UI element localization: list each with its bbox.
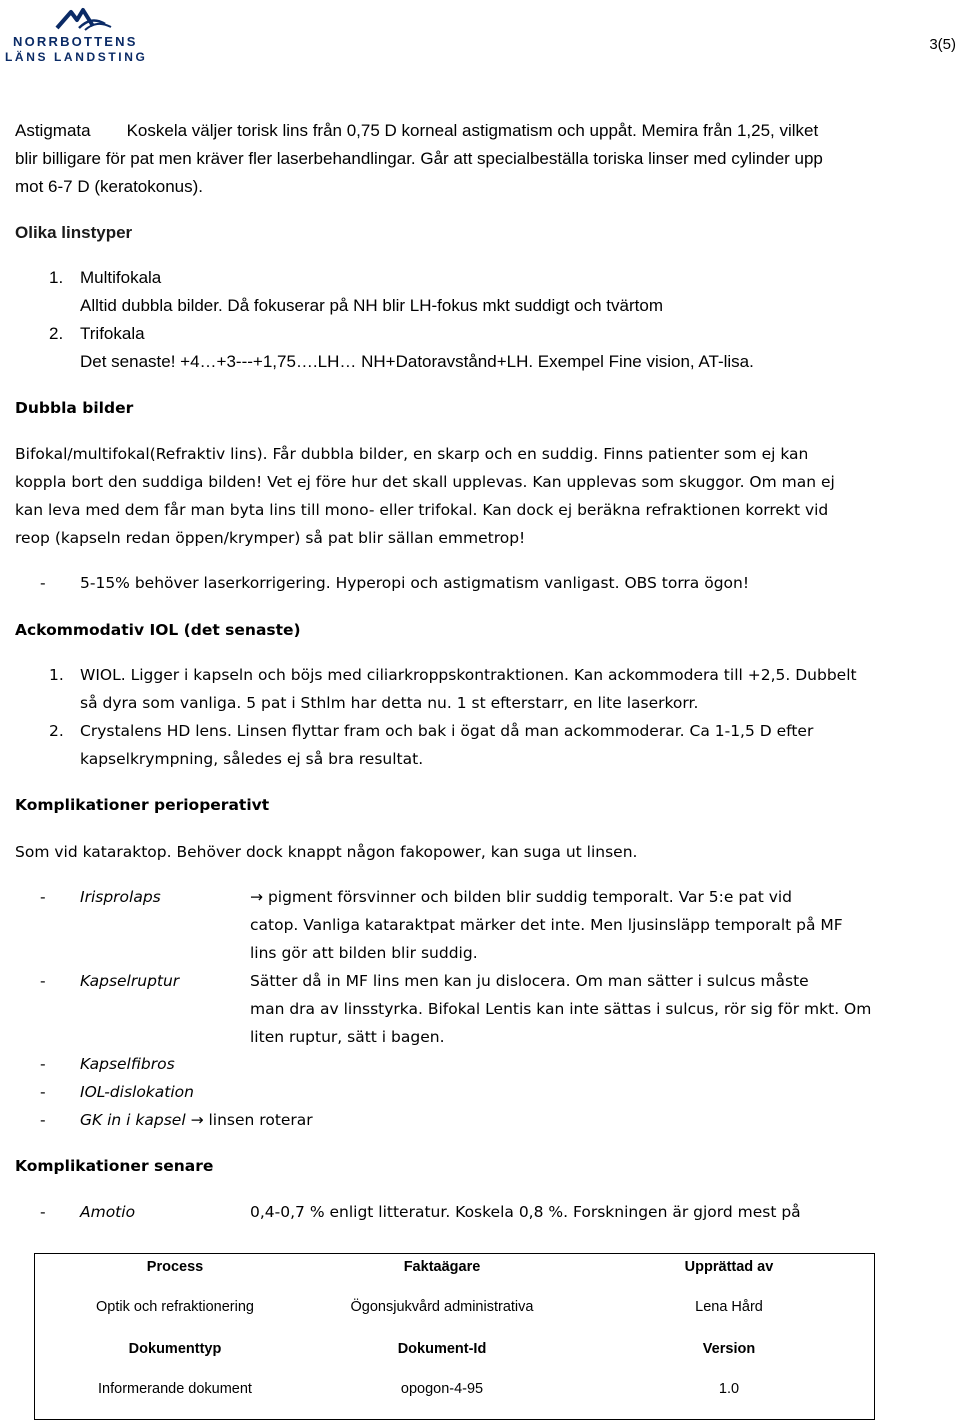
version-value: 1.0 [718, 1381, 740, 1397]
author-label: Upprättad av [684, 1259, 774, 1275]
heading-komplikationer-senare: Komplikationer senare [15, 1157, 214, 1175]
gk-line [80, 1110, 313, 1130]
irisprolaps-label: Irisprolaps [80, 888, 161, 906]
process-value: Optik och refraktionering [96, 1299, 254, 1315]
astigmata-line-1 [15, 121, 818, 141]
bullet-dash: - [40, 574, 46, 592]
astigmata-line-2: blir billigare för pat men kräver fler laserbehandlingar. Går att specialbeställa toriska linser med cylinder upp [15, 149, 823, 168]
astigmata-label: Astigmata [15, 121, 91, 140]
right-arrow-icon: → [190, 1111, 204, 1129]
dash-kapselruptur: - [40, 972, 46, 990]
dash-gk: - [40, 1111, 46, 1129]
heading-ackommodativ-iol: Ackommodativ IOL (det senaste) [15, 621, 301, 639]
kapselruptur-line-2: man dra av linsstyrka. Bifokal Lentis kan inte sättas i sulcus, rör sig för mkt. Om [250, 1000, 872, 1018]
laser-bullet-text: 5-15% behöver laserkorrigering. Hyperopi och astigmatism vanligast. OBS torra ögon! [80, 574, 750, 592]
periop-intro: Som vid kataraktop. Behöver dock knappt någon fakopower, kan suga ut linsen. [15, 843, 638, 861]
kapselfibros-label: Kapselfibros [80, 1055, 175, 1073]
process-label: Process [146, 1259, 204, 1275]
owner-label: Faktaägare [403, 1259, 481, 1275]
version-label: Version [702, 1341, 756, 1357]
document-info-table [34, 1253, 875, 1420]
logo-emblem-icon [53, 6, 113, 32]
ack-num-1: 1. [49, 666, 64, 684]
dash-iol-dislokation: - [40, 1083, 46, 1101]
wiol-line-2: så dyra som vanliga. 5 pat i Sthlm har detta nu. 1 st efterstarr, en lite laserkorr. [80, 694, 699, 712]
trifokala-title: Trifokala [80, 324, 145, 343]
dubbla-line-2: koppla bort den suddiga bilden! Vet ej före hur det skall upplevas. Kan upplevas som skuggor. Om man ej [15, 473, 835, 491]
crystalens-line-1: Crystalens HD lens. Linsen flyttar fram och bak i ögat då man ackommoderar. Ca 1-1,5 D efter [80, 722, 814, 740]
heading-komplikationer-perioperativt: Komplikationer perioperativt [15, 796, 270, 814]
crystalens-line-2: kapselkrympning, således ej så bra resultat. [80, 750, 424, 768]
docid-value: opogon-4-95 [400, 1381, 484, 1397]
iol-dislokation-label: IOL-dislokation [80, 1083, 194, 1101]
kapselruptur-label: Kapselruptur [80, 972, 180, 990]
irisprolaps-line-2: catop. Vanliga kataraktpat märker det inte. Men ljusinsläpp temporalt på MF [250, 916, 843, 934]
heading-dubbla-bilder: Dubbla bilder [15, 399, 134, 417]
logo-text-line2: LÄNS LANDSTING [5, 50, 148, 64]
dubbla-line-3: kan leva med dem får man byta lins till mono- eller trifokal. Kan dock ej beräkna refraktionen korrekt vid [15, 501, 829, 519]
docid-label: Dokument-Id [397, 1341, 487, 1357]
astigmata-text-1: Koskela väljer torisk lins från 0,75 D korneal astigmatism och uppåt. Memira från 1,25, vilket [126, 121, 819, 140]
doctype-value: Informerande dokument [98, 1381, 252, 1397]
multifokala-title: Multifokala [80, 268, 162, 287]
list-num-2: 2. [49, 324, 64, 343]
author-value: Lena Hård [695, 1299, 763, 1315]
irisprolaps-line-1 [250, 887, 792, 907]
right-arrow-icon: → [250, 888, 263, 906]
page-number: 3(5) [929, 36, 956, 53]
dubbla-line-4: reop (kapseln redan öppen/krymper) så pat blir sällan emmetrop! [15, 529, 526, 547]
ack-num-2: 2. [49, 722, 64, 740]
owner-value: Ögonsjukvård administrativa [350, 1299, 534, 1315]
trifokala-text: Det senaste! +4…+3---+1,75….LH… NH+Datoravstånd+LH. Exempel Fine vision, AT-lisa. [80, 352, 754, 371]
heading-olika-linstyper: Olika linstyper [15, 223, 133, 242]
organization-logo [5, 4, 160, 64]
kapselruptur-line-3: liten ruptur, sätt i bagen. [250, 1028, 445, 1046]
dash-irisprolaps: - [40, 888, 46, 906]
astigmata-line-3: mot 6-7 D (keratokonus). [15, 177, 204, 196]
wiol-line-1: WIOL. Ligger i kapseln och böjs med ciliarkroppskontraktionen. Kan ackommodera till +2,5. Dubbelt [80, 666, 857, 684]
gk-label: GK in i kapsel [80, 1111, 186, 1129]
dash-kapselfibros: - [40, 1055, 46, 1073]
amotio-label: Amotio [80, 1203, 136, 1221]
gk-text: linsen roterar [208, 1111, 313, 1129]
amotio-text: 0,4-0,7 % enligt litteratur. Koskela 0,8 %. Forskningen är gjord mest på [250, 1203, 801, 1221]
list-num-1: 1. [49, 268, 64, 287]
dubbla-line-1: Bifokal/multifokal(Refraktiv lins). Får dubbla bilder, en skarp och en suddig. Finns patienter som ej kan [15, 445, 809, 463]
irisprolaps-line-3: lins gör att bilden blir suddig. [250, 944, 478, 962]
irisprolaps-text-1: pigment försvinner och bilden blir suddig temporalt. Var 5:e pat vid [267, 888, 793, 906]
kapselruptur-line-1: Sätter då in MF lins men kan ju dislocera. Om man sätter i sulcus måste [250, 972, 809, 990]
multifokala-text: Alltid dubbla bilder. Då fokuserar på NH blir LH-fokus mkt suddigt och tvärtom [80, 296, 663, 315]
doctype-label: Dokumenttyp [128, 1341, 222, 1357]
logo-text-line1: NORRBOTTENS [13, 34, 138, 49]
dash-amotio: - [40, 1203, 46, 1221]
